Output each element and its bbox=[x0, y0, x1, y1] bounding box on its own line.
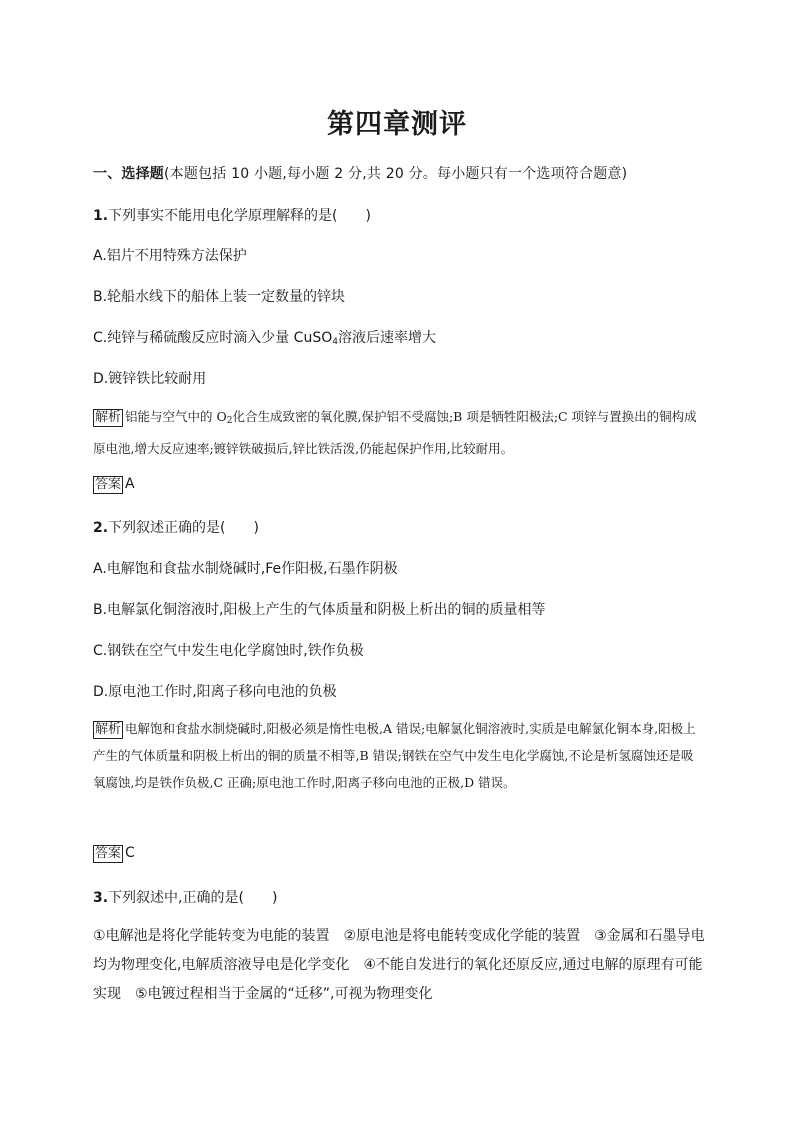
analysis-tag: 解析 bbox=[95, 410, 122, 425]
section-label: 一、选择题 bbox=[93, 166, 164, 182]
question-1-option-a: A.铝片不用特殊方法保护 bbox=[93, 248, 247, 264]
question-3-statements: ①电解池是将化学能转变为电能的装置 ②原电池是将电能转变成化学能的装置 ③金属和石墨导电均为物理变化,电解质溶液导电是化学变化 ④不能自发进行的氧化还原反应,通过电解的原理有可能实现 ⑤电镀过程相当于金属的“迁移”,可视为物理变化 bbox=[93, 928, 705, 1002]
answer-value: A bbox=[125, 476, 135, 492]
option-c-subscript: 4 bbox=[332, 337, 338, 347]
section-description: (本题包括 10 小题,每小题 2 分,共 20 分。每小题只有一个选项符合题意) bbox=[164, 166, 628, 182]
question-2-option-b: B.电解氯化铜溶液时,阳极上产生的气体质量和阴极上析出的铜的质量相等 bbox=[93, 602, 546, 618]
question-3-number: 3. bbox=[93, 890, 109, 906]
answer-tag: 答案 bbox=[95, 846, 122, 861]
question-1-number: 1. bbox=[93, 208, 109, 224]
answer-tag: 答案 bbox=[95, 477, 122, 492]
question-2-option-d: D.原电池工作时,阳离子移向电池的负极 bbox=[93, 684, 337, 700]
question-2-number: 2. bbox=[93, 520, 109, 536]
analysis-text-end: 化合生成致密的氧化膜,保护铝不受腐蚀;B 项是牺牲阳极法;C 项锌与置换出的铜构成原电池,增大反应速率;镀锌铁破损后,锌比铁活泼,仍能起保护作用,比较耐用。 bbox=[93, 409, 697, 456]
question-1-stem bbox=[93, 205, 371, 225]
analysis-text: 铝能与空气中的 O bbox=[125, 409, 227, 424]
question-1-option-b: B.轮船水线下的船体上装一定数量的锌块 bbox=[93, 289, 346, 305]
option-c-text: C.纯锌与稀硫酸反应时滴入少量 CuSO bbox=[93, 330, 333, 346]
question-2-answer bbox=[93, 845, 135, 863]
analysis-text: 电解饱和食盐水制烧碱时,阳极必须是惰性电极,A 错误;电解氯化铜溶液时,实质是电解氯化铜本身,阳极上产生的气体质量和阴极上析出的铜的质量不相等,B 错误;钢铁在空气中发生电化学腐蚀,不论是析氢腐蚀还是吸氧腐蚀,均是铁作负极,C 正确;原电池工作时,阳离子移向电池的正极,D 错误。 bbox=[93, 721, 696, 790]
section-heading bbox=[93, 163, 627, 183]
question-1-option-d: D.镀锌铁比较耐用 bbox=[93, 371, 207, 387]
analysis-subscript: 2 bbox=[226, 416, 233, 426]
question-2-text: 下列叙述正确的是( ) bbox=[108, 520, 259, 536]
question-3-text: 下列叙述中,正确的是( ) bbox=[108, 890, 278, 906]
question-2-analysis bbox=[93, 715, 699, 796]
answer-value: C bbox=[125, 845, 135, 861]
question-1-option-c bbox=[93, 327, 436, 347]
question-2-option-c: C.钢铁在空气中发生电化学腐蚀时,铁作负极 bbox=[93, 643, 364, 659]
question-3-stem bbox=[93, 887, 277, 907]
question-1-text: 下列事实不能用电化学原理解释的是( ) bbox=[108, 208, 371, 224]
page-title: 第四章测评 bbox=[327, 109, 467, 140]
question-1-analysis bbox=[93, 403, 699, 462]
option-c-text-end: 溶液后速率增大 bbox=[337, 330, 436, 346]
question-2-option-a: A.电解饱和食盐水制烧碱时,Fe作阳极,石墨作阴极 bbox=[93, 561, 398, 577]
question-2-stem bbox=[93, 517, 259, 537]
analysis-tag: 解析 bbox=[95, 722, 122, 737]
question-1-answer bbox=[93, 476, 135, 494]
